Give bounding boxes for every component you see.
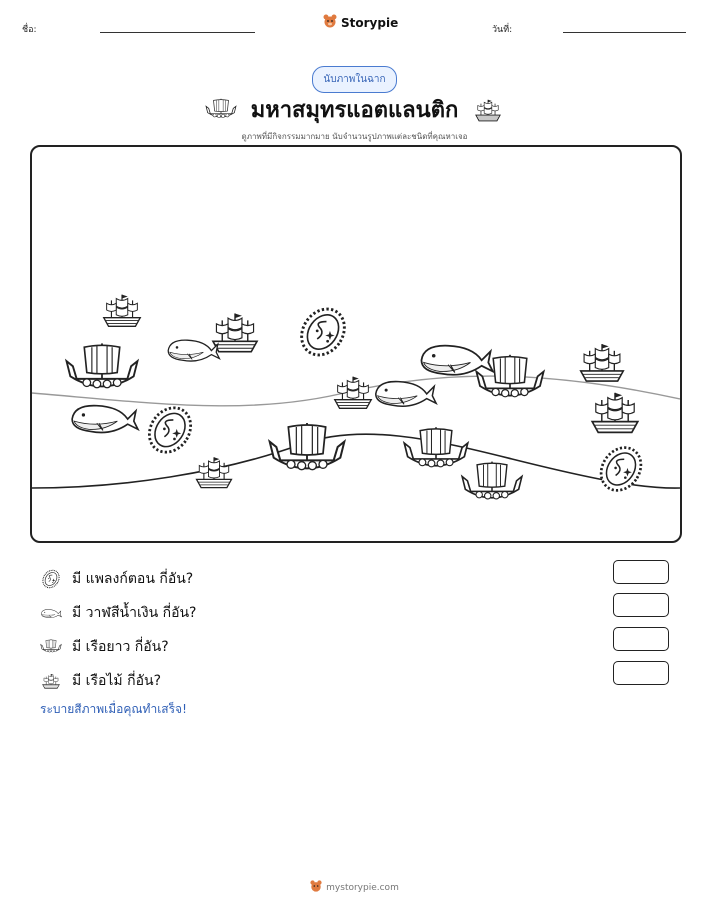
name-line[interactable] xyxy=(100,32,255,33)
footer-url[interactable]: mystorypie.com xyxy=(326,882,399,893)
whale xyxy=(168,340,219,361)
whale xyxy=(376,382,436,407)
page-title: มหาสมุทรแอตแลนติก xyxy=(250,98,459,123)
plankton xyxy=(593,440,649,498)
sailing-ship-icon xyxy=(40,670,62,692)
bear-icon xyxy=(323,14,337,31)
category-badge: นับภาพในฉาก xyxy=(312,66,396,93)
sailing-ship xyxy=(592,393,638,433)
question-text: มี เรือไม้ กี่อัน? xyxy=(72,673,161,689)
brand-name: Storypie xyxy=(341,15,399,30)
sailing-ship xyxy=(213,313,257,351)
question-row xyxy=(40,664,670,698)
name-label: ชื่อ: xyxy=(22,25,37,35)
sailing-ship xyxy=(335,377,371,409)
page-subtitle: ดูภาพที่มีกิจกรรมมากมาย นับจำนวนรูปภาพแต่ละชนิดที่คุณหาเจอ xyxy=(241,132,468,141)
ocean-scene xyxy=(30,145,682,543)
question-text: มี เรือยาว กี่อัน? xyxy=(72,639,169,655)
plankton-icon xyxy=(40,568,62,590)
question-row xyxy=(40,596,670,630)
date-line[interactable] xyxy=(563,32,686,33)
plankton xyxy=(141,400,199,460)
whale xyxy=(72,406,138,433)
question-row xyxy=(40,630,670,664)
coloring-note: ระบายสีภาพเมื่อคุณทำเสร็จ! xyxy=(40,702,187,716)
plankton xyxy=(293,301,353,364)
bear-icon xyxy=(310,880,322,895)
question-text: มี แพลงก์ตอน กี่อัน? xyxy=(72,571,194,587)
sailing-ship xyxy=(104,295,140,327)
viking-ship-icon xyxy=(40,636,62,658)
viking-ship xyxy=(67,343,138,387)
date-label: วันที่: xyxy=(492,25,513,35)
viking-ship xyxy=(270,423,345,470)
whale xyxy=(421,346,492,375)
sailing-ship-icon xyxy=(472,96,504,124)
answer-box[interactable] xyxy=(613,593,669,617)
question-row xyxy=(40,562,670,596)
viking-ship xyxy=(462,462,522,499)
answer-box[interactable] xyxy=(613,627,669,651)
sailing-ship xyxy=(197,457,232,487)
answer-box[interactable] xyxy=(613,560,669,584)
footer xyxy=(310,880,399,895)
whale-icon xyxy=(40,602,62,624)
question-text: มี วาฬสีน้ำเงิน กี่อัน? xyxy=(72,605,197,621)
sailing-ship xyxy=(581,344,624,381)
brand-logo xyxy=(323,14,398,31)
viking-ship-icon xyxy=(205,96,237,124)
answer-box[interactable] xyxy=(613,661,669,685)
